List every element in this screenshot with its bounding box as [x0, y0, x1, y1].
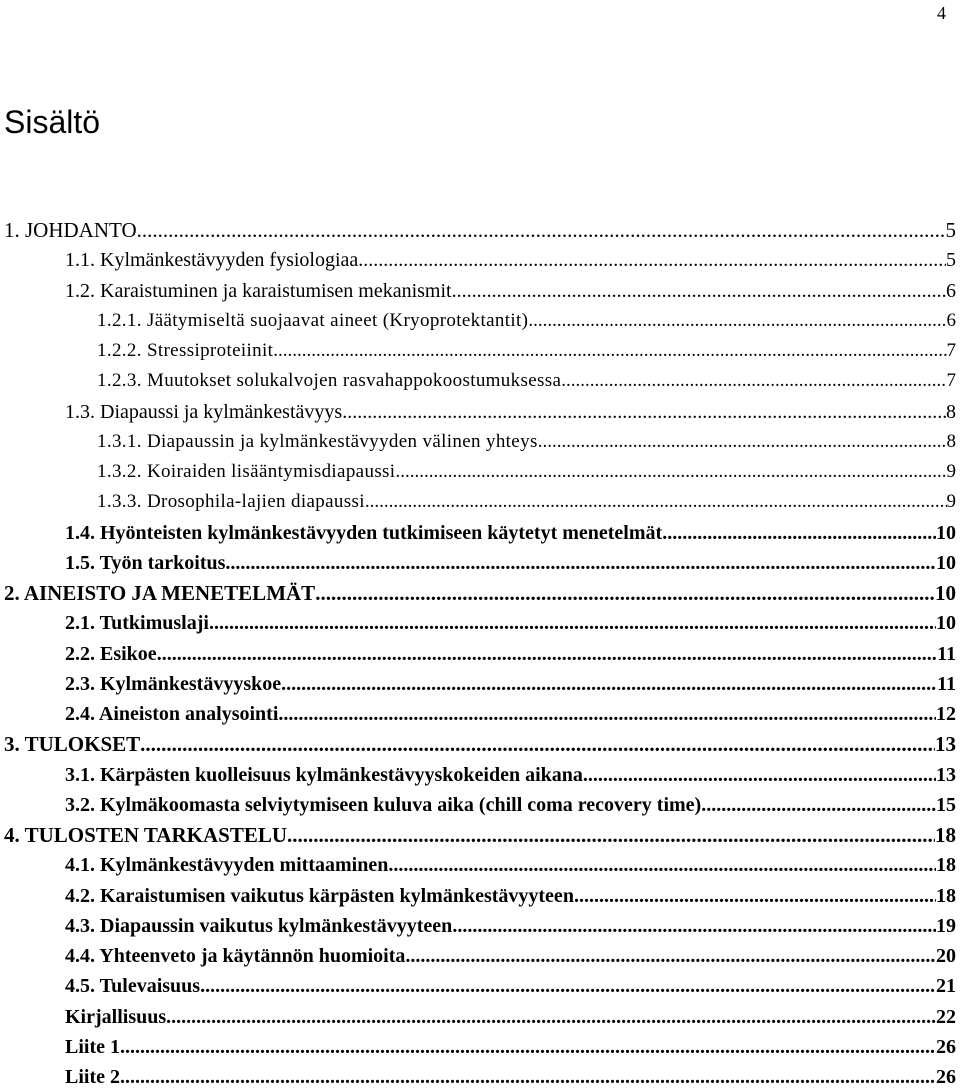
toc-entry-page-number: 11 — [937, 672, 956, 695]
toc-dot-leader — [365, 487, 947, 517]
toc-entry[interactable] — [65, 245, 956, 275]
toc-entry-page-number: 13 — [935, 732, 956, 757]
toc-dot-leader — [561, 366, 946, 396]
toc-entry[interactable] — [97, 487, 956, 517]
toc-entry[interactable] — [65, 971, 956, 1001]
toc-entry-page-number: 11 — [937, 642, 956, 665]
toc-entry-label: 1.3.1. Diapaussin ja kylmänkestävyyden välinen yhteys — [97, 430, 538, 452]
page-number: 4 — [937, 3, 946, 23]
toc-entry-label: 1.2.1. Jäätymiseltä suojaavat aineet (Kryoprotektantit) — [97, 309, 529, 331]
toc-dot-leader — [701, 790, 936, 820]
toc-entry-label: 3.2. Kylmäkoomasta selviytymiseen kuluva aika (chill coma recovery time) — [65, 793, 702, 816]
toc-entry-page-number: 21 — [936, 975, 956, 998]
toc-entry-label: 1.4. Hyönteisten kylmänkestävyyden tutkimiseen käytetyt menetelmät — [65, 521, 663, 544]
toc-entry-label: 4.2. Karaistumisen vaikutus kärpästen kylmänkestävyyteen — [65, 884, 574, 907]
toc-entry-page-number: 7 — [946, 370, 956, 392]
toc-entry-page-number: 22 — [936, 1005, 956, 1028]
toc-dot-leader — [583, 760, 936, 790]
toc-dot-leader — [157, 639, 937, 669]
toc-entry-label: 4.1. Kylmänkestävyyden mittaaminen — [65, 854, 389, 877]
toc-entry-label: 1.5. Työn tarkoitus — [65, 551, 226, 574]
toc-dot-leader — [528, 306, 946, 336]
toc-entry-label: 3.1. Kärpästen kuolleisuus kylmänkestävyyskokeiden aikana — [65, 763, 583, 786]
toc-entry-page-number: 26 — [936, 1066, 956, 1088]
toc-dot-leader — [287, 820, 935, 850]
toc-entry[interactable] — [65, 276, 956, 306]
toc-dot-leader — [281, 669, 937, 699]
toc-entry-page-number: 10 — [936, 551, 956, 574]
toc-dot-leader — [140, 729, 935, 759]
toc-entry-page-number: 18 — [936, 854, 956, 877]
toc-dot-leader — [395, 457, 946, 487]
toc-entry-label: 2. AINEISTO JA MENETELMÄT — [4, 581, 316, 605]
toc-dot-leader — [452, 911, 936, 941]
toc-entry[interactable] — [4, 820, 956, 850]
toc-entry-label: 3. TULOKSET — [4, 732, 141, 757]
toc-entry-page-number: 20 — [936, 945, 956, 967]
toc-dot-leader — [273, 336, 946, 366]
toc-entry[interactable] — [97, 427, 956, 457]
toc-dot-leader — [225, 548, 936, 578]
toc-entry[interactable] — [65, 850, 956, 880]
toc-dot-leader — [452, 276, 946, 306]
toc-entry-label: Liite 2. — [65, 1066, 125, 1088]
toc-dot-leader — [137, 215, 946, 245]
toc-dot-leader — [342, 397, 946, 427]
toc-entry-page-number: 10 — [936, 612, 956, 635]
toc-entry[interactable] — [65, 911, 956, 941]
toc-entry-page-number: 26 — [936, 1035, 956, 1058]
toc-entry-label: 4.3. Diapaussin vaikutus kylmänkestävyyteen — [65, 914, 453, 937]
toc-entry-label: 2.1. Tutkimuslaji — [65, 612, 209, 635]
toc-dot-leader — [209, 608, 936, 638]
toc-entry-page-number: 10 — [935, 581, 956, 605]
toc-entry-page-number: 18 — [936, 884, 956, 907]
toc-entry[interactable] — [4, 578, 956, 608]
toc-dot-leader — [574, 881, 936, 911]
toc-dot-leader — [405, 941, 936, 971]
toc-entry[interactable] — [97, 366, 956, 396]
toc-entry[interactable] — [65, 1002, 956, 1032]
toc-dot-leader — [538, 427, 947, 457]
toc-dot-leader — [388, 850, 936, 880]
toc-entry-label: 4. TULOSTEN TARKASTELU — [4, 823, 288, 847]
toc-entry-page-number: 19 — [936, 914, 956, 937]
toc-entry-label: 1.3. Diapaussi ja kylmänkestävyys — [65, 400, 343, 423]
toc-entry[interactable] — [65, 397, 956, 427]
toc-entry-label: 1.2.2. Stressiproteiinit — [97, 340, 274, 361]
toc-dot-leader — [358, 245, 946, 275]
toc-entry[interactable] — [65, 881, 956, 911]
toc-entry-page-number: 7 — [946, 340, 956, 361]
toc-entry-page-number: 6 — [946, 279, 956, 302]
toc-entry[interactable] — [65, 669, 956, 699]
toc-entry-label: 4.4. Yhteenveto ja käytännön huomioita — [65, 945, 406, 967]
toc-entry-label: 2.4. Aineiston analysointi — [65, 703, 279, 725]
toc-entry[interactable] — [4, 215, 956, 245]
page-title: Sisältö — [4, 104, 101, 140]
toc-entry[interactable] — [65, 1062, 956, 1092]
toc-entry-page-number: 15 — [936, 793, 956, 816]
toc-entry[interactable] — [97, 306, 956, 336]
toc-entry-label: 2.3. Kylmänkestävyyskoe — [65, 672, 282, 695]
toc-entry-page-number: 13 — [936, 763, 956, 786]
toc-entry-page-number: 6 — [946, 309, 956, 331]
toc-entry[interactable] — [97, 457, 956, 487]
toc-dot-leader — [315, 578, 935, 608]
toc-dot-leader — [662, 518, 936, 548]
toc-entry-label: 1. JOHDANTO — [4, 218, 137, 242]
toc-entry-label: 2.2. Esikoe — [65, 642, 157, 665]
toc-entry-label: Kirjallisuus — [65, 1005, 167, 1028]
toc-entry[interactable] — [65, 639, 956, 669]
toc-entry-page-number: 8 — [946, 400, 956, 423]
toc-dot-leader — [200, 971, 936, 1001]
toc-entry-page-number: 10 — [936, 521, 956, 544]
toc-entry-page-number: 9 — [946, 461, 956, 482]
toc-entry-label: Liite 1. — [65, 1035, 125, 1058]
toc-entry[interactable] — [65, 548, 956, 578]
toc-entry-label: 1.1. Kylmänkestävyyden fysiologiaa — [65, 249, 359, 272]
toc-entry-label: 1.3.3. Drosophila-lajien diapaussi — [97, 491, 365, 513]
toc-dot-leader — [125, 1062, 936, 1092]
toc-entry-page-number: 18 — [935, 823, 956, 847]
toc-dot-leader — [278, 699, 936, 729]
toc-entry-label: 1.3.2. Koiraiden lisääntymisdiapaussi — [97, 461, 396, 482]
toc-entry[interactable] — [4, 729, 956, 759]
toc-entry[interactable] — [65, 760, 956, 790]
toc-entry[interactable] — [65, 1032, 956, 1062]
toc-entry[interactable] — [65, 518, 956, 548]
toc-entry-page-number: 5 — [946, 249, 956, 272]
toc-dot-leader — [166, 1002, 936, 1032]
toc-entry-label: 4.5. Tulevaisuus — [65, 975, 201, 998]
toc-dot-leader — [125, 1032, 936, 1062]
toc-entry-label: 1.2. Karaistuminen ja karaistumisen mekanismit — [65, 279, 452, 302]
toc-entry-page-number: 5 — [945, 218, 956, 242]
toc-entry[interactable] — [65, 790, 956, 820]
toc-entry[interactable] — [65, 941, 956, 971]
toc-entry[interactable] — [97, 336, 956, 366]
toc-entry-page-number: 8 — [946, 430, 956, 452]
toc-entry-page-number: 9 — [946, 491, 956, 513]
toc-entry[interactable] — [65, 608, 956, 638]
toc-entry[interactable] — [65, 699, 956, 729]
toc-entry-page-number: 12 — [936, 703, 956, 725]
toc-entry-label: 1.2.3. Muutokset solukalvojen rasvahappokoostumuksessa — [97, 370, 562, 392]
